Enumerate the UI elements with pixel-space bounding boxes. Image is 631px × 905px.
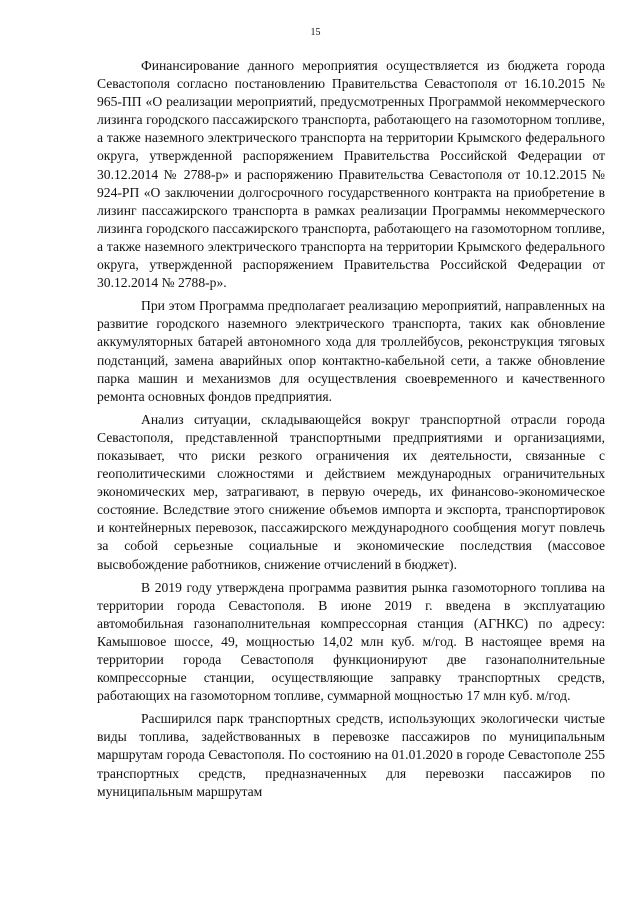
paragraph-gas-fuel: В 2019 году утверждена программа развития рынка газомоторного топлива на территории города Севастополя. В июне 2019 г. введена в эксплуатацию автомобильная газонаполнительная компрессорная станция (АГНКС) по адресу: Камышовое шоссе, 49, мощностью 14,02 млн куб. м/год. В настоящее время на территории города Севастополя функционируют две газонаполнительные компрессорные станции, осуществляющие заправку транспортных средств, работающих на газомоторном топливе, суммарной мощностью 17 млн куб. м/год. <box>97 579 605 704</box>
page-number: 15 <box>310 27 321 38</box>
paragraph-program: При этом Программа предполагает реализацию мероприятий, направленных на развитие городского наземного электрического транспорта, таких как обновление аккумуляторных батарей автономного хода для троллейбусов, реконструкция тяговых подстанций, замена аварийных опор контактно-кабельной сети, а также обновление парка машин и механизмов для осуществления своевременного и качественного ремонта основных фондов предприятия. <box>97 298 605 404</box>
paragraph-financing: Финансирование данного мероприятия осуществляется из бюджета города Севастополя согласно постановлению Правительства Севастополя от 16.10.2015 № 965-ПП «О реализации мероприятий, предусмотренных Программой некоммерческого лизинга городского пассажирского транспорта, работающего на газомоторном топливе, а также наземного электрического транспорта на территории Крымского федерального округа, утвержденной распоряжением Правительства Российской Федерации от 30.12.2014 № 2788-р» и распоряжению Правительства Севастополя от 10.12.2015 № 924-РП «О заключении долгосрочного государственного контракта на приобретение в лизинг пассажирского транспорта в рамках реализации Программы некоммерческого лизинга городского пассажирского транспорта, работающего на газомоторном топливе, а также наземного электрического транспорта на территории Крымского федерального округа, утвержденной распоряжением Правительства Российской Федерации от 30.12.2014 № 2788-р». <box>97 58 605 291</box>
document-body <box>97 57 605 806</box>
paragraph-fleet: Расширился парк транспортных средств, использующих экологически чистые виды топлива, задействованных в перевозке пассажиров по муниципальным маршрутам города Севастополя. По состоянию на 01.01.2020 в городе Севастополе 255 транспортных средств, предназначенных для перевозки пассажиров по муниципальным маршрутам <box>97 711 605 799</box>
paragraph-analysis: Анализ ситуации, складывающейся вокруг транспортной отрасли города Севастополя, представленной транспортными предприятиями и организациями, показывает, что риски резкого ограничения их деятельности, связанные с геополитическими сложностями и действием международных ограничительных экономических мер, затрагивают, в первую очередь, их финансово-экономическое состояние. Вследствие этого снижение объемов импорта и экспорта, транспортировок и контейнерных перевозок, пассажирского международного сообщения могут повлечь за собой серьезные социальные и экономические последствия (массовое высвобождение работников, снижение отчислений в бюджет). <box>97 411 605 572</box>
